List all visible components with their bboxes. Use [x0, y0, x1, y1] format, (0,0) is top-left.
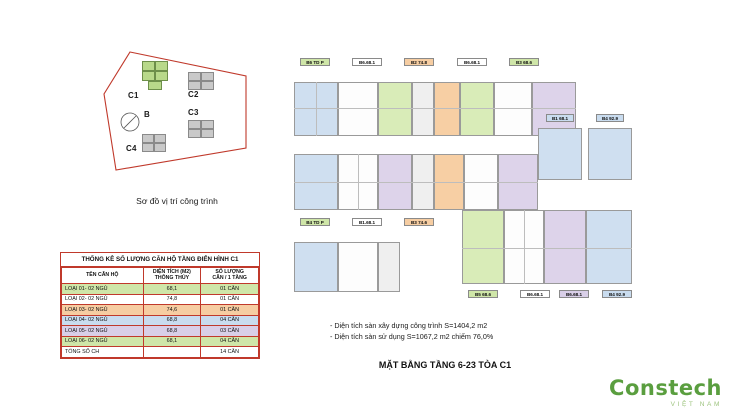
site-boundary-outline: [96, 48, 256, 178]
stat-table-title: THỐNG KÊ SỐ LƯỢNG CĂN HỘ TẦNG ĐIỂN HÌNH C1: [61, 253, 259, 267]
unit-tag: B1.68.1: [352, 218, 382, 226]
stat-cell-count: 04 CĂN: [201, 315, 259, 325]
stat-cell-name: LOẠI 01- 02 NGỦ: [62, 284, 144, 294]
note-line-2: - Diện tích sàn sử dụng S=1067,2 m2 chiếm 76,0%: [330, 332, 494, 342]
site-block-c1-b: [155, 61, 168, 71]
stat-cell-name: LOẠI 03- 02 NGỦ: [62, 305, 144, 315]
table-row: [62, 294, 259, 304]
site-block-c3-d: [201, 129, 214, 138]
floor-plan-drawing: [276, 58, 640, 308]
unit-tag: B3 68.6: [509, 58, 539, 66]
apartment-unit: [338, 242, 378, 292]
stat-cell-area: 74,8: [143, 294, 201, 304]
logo-name: Constech: [609, 376, 722, 400]
site-block-c3-c: [188, 129, 201, 138]
site-label-c1: C1: [128, 91, 139, 100]
site-block-c2-c: [188, 81, 201, 90]
partition-line: [316, 82, 317, 136]
site-block-c3-a: [188, 120, 201, 129]
site-block-c1-a: [142, 61, 155, 71]
unit-tag: B1 68.1: [546, 114, 574, 122]
site-label-b: B: [144, 110, 150, 119]
unit-tag: B4 92.9: [602, 290, 632, 298]
stat-cell-count: 01 CĂN: [201, 305, 259, 315]
table-row: [62, 305, 259, 315]
unit-tag: B6 TD P: [300, 58, 330, 66]
apartment-unit: [434, 82, 460, 136]
site-block-c1-d: [155, 71, 168, 81]
apartment-unit: [538, 128, 582, 180]
stat-cell-count: 04 CĂN: [201, 336, 259, 346]
core-stair-lift: [378, 242, 400, 292]
table-row: [62, 336, 259, 346]
site-diagram-caption: Sơ đồ vị trí công trình: [136, 196, 218, 206]
partition-line: [294, 108, 576, 109]
partition-line: [524, 210, 525, 284]
unit-tag: B6.68.1: [520, 290, 550, 298]
site-block-c4-b: [154, 134, 166, 143]
stat-cell-count: 14 CĂN: [201, 347, 259, 357]
table-row-total: [62, 347, 259, 357]
table-row: [62, 284, 259, 294]
apartment-unit: [294, 242, 338, 292]
stat-cell-area: 68,1: [143, 336, 201, 346]
table-row: [62, 326, 259, 336]
apartment-unit: [494, 82, 532, 136]
unit-tag: B4 TD P: [300, 218, 330, 226]
apartment-unit: [462, 210, 504, 284]
site-block-c2-b: [201, 72, 214, 81]
stat-cell-count: 01 CĂN: [201, 284, 259, 294]
site-label-c2: C2: [188, 90, 199, 99]
apartment-unit: [544, 210, 586, 284]
stat-cell-area: 68,8: [143, 315, 201, 325]
site-block-c1-e: [148, 81, 162, 90]
stat-cell-name: LOẠI 02- 02 NGỦ: [62, 294, 144, 304]
apartment-unit: [586, 210, 632, 284]
site-block-c3-b: [201, 120, 214, 129]
table-row: [62, 315, 259, 325]
partition-line: [462, 248, 632, 249]
site-block-c1-c: [142, 71, 155, 81]
unit-tag: B6.68.1: [457, 58, 487, 66]
stat-cell-name: LOẠI 05- 02 NGỦ: [62, 326, 144, 336]
unit-tag: B5 68.6: [468, 290, 498, 298]
site-block-c4-d: [154, 143, 166, 152]
site-block-c4-c: [142, 143, 154, 152]
note-line-1: - Diện tích sàn xây dựng công trình S=1404,2 m2: [330, 321, 488, 330]
unit-tag: B6.68.1: [559, 290, 589, 298]
site-location-diagram: [96, 48, 256, 178]
stat-cell-count: 01 CĂN: [201, 294, 259, 304]
apartment-unit: [588, 128, 632, 180]
site-label-c3: C3: [188, 108, 199, 117]
apartment-unit: [378, 82, 412, 136]
stat-cell-name: LOẠI 04- 02 NGỦ: [62, 315, 144, 325]
site-block-c2-d: [201, 81, 214, 90]
floor-plan-caption: MẶT BẰNG TẦNG 6-23 TÒA C1: [378, 360, 512, 370]
stat-cell-area: 68,8: [143, 326, 201, 336]
floor-plan-notes: [330, 320, 493, 342]
partition-line: [358, 154, 359, 210]
stat-cell-count: 03 CĂN: [201, 326, 259, 336]
partition-line: [294, 182, 538, 183]
site-block-c2-a: [188, 72, 201, 81]
stat-cell-area: [143, 347, 201, 357]
stat-header-area: DIỆN TÍCH (M2) THÔNG THỦY: [143, 267, 201, 283]
stat-header-name: TÊN CĂN HỘ: [62, 267, 144, 283]
stat-cell-name: TỔNG SỐ CH: [62, 347, 144, 357]
unit-tag: B3 74.6: [404, 218, 434, 226]
site-block-c4-a: [142, 134, 154, 143]
unit-tag: B6.68.1: [352, 58, 382, 66]
apartment-unit: [338, 82, 378, 136]
stat-header-count: SỐ LƯỢNG CĂN / 1 TẦNG: [201, 267, 259, 283]
company-logo: [609, 378, 722, 408]
stat-cell-name: LOẠI 06- 02 NGỦ: [62, 336, 144, 346]
stat-cell-area: 74,6: [143, 305, 201, 315]
core-stair-lift: [412, 82, 434, 136]
apartment-unit: [460, 82, 494, 136]
unit-tag: B2 74.8: [404, 58, 434, 66]
stat-table-header-row: [62, 267, 259, 283]
site-label-c4: C4: [126, 144, 137, 153]
stat-cell-area: 68,1: [143, 284, 201, 294]
unit-tag: B4 92.9: [596, 114, 624, 122]
apartment-statistics-table: [60, 252, 260, 359]
logo-tagline: VIỆT NAM: [670, 401, 722, 408]
